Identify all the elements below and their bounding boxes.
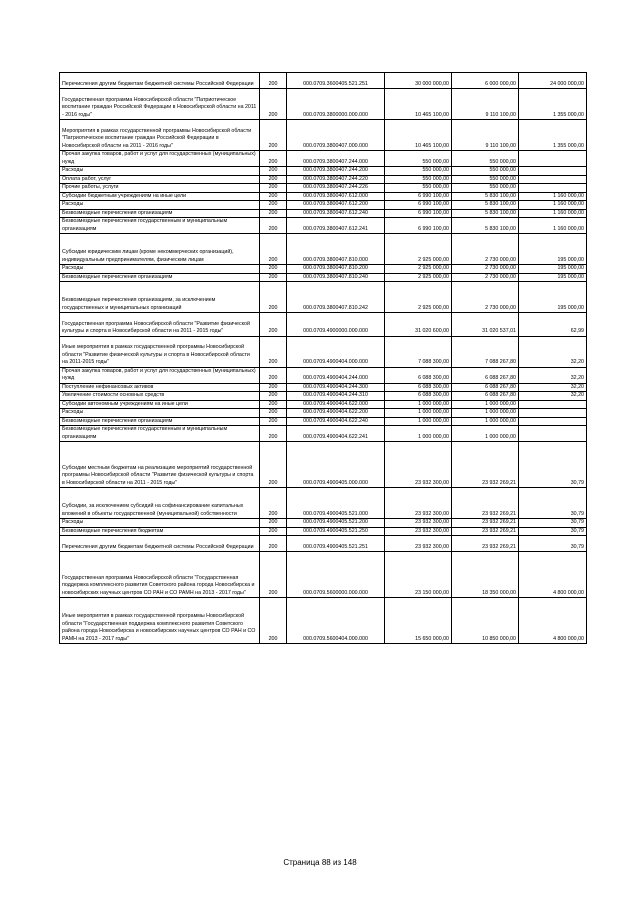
table-row	[60, 265, 587, 274]
cell-kvr: 200	[260, 209, 287, 218]
cell-code: 000.0709.4900404.244.300	[287, 383, 385, 392]
cell-kvr: 200	[260, 184, 287, 193]
cell-kvr: 200	[260, 552, 287, 598]
cell-name: Иные мероприятия в рамках государственной программы Новосибирской области "Государственная поддержка комплексного развития Советского района города Новосибирска и новосибирских научных центров СО РАН и СО РАМН на 2013 - 2017 годы"	[60, 598, 260, 644]
cell-code: 000.0709.3800407.612.241	[287, 218, 385, 234]
table-row	[60, 367, 587, 383]
cell-assigned: 23 932 300,00	[385, 488, 452, 519]
cell-name: Расходы	[60, 409, 260, 418]
cell-kvr: 200	[260, 282, 287, 313]
cell-executed: 23 932 269,21	[452, 442, 519, 488]
cell-code: 000.0709.5600404.000.000	[287, 598, 385, 644]
cell-kvr: 200	[260, 336, 287, 367]
cell-kvr: 200	[260, 234, 287, 265]
cell-unexecuted: 4 800 000,00	[519, 552, 587, 598]
cell-assigned: 550 000,00	[385, 175, 452, 184]
cell-unexecuted: 195 000,00	[519, 273, 587, 282]
cell-assigned: 1 000 000,00	[385, 417, 452, 426]
cell-assigned: 6 088 300,00	[385, 383, 452, 392]
cell-name: Субсидии местным бюджетам на реализацию мероприятий государственной программы Новосибирской области "Развитие физической культуры и спорта в Новосибирской области на 2011 - 2015 годы"	[60, 442, 260, 488]
table-row	[60, 336, 587, 367]
cell-kvr: 200	[260, 442, 287, 488]
cell-assigned: 10 465 100,00	[385, 120, 452, 151]
cell-executed: 2 730 000,00	[452, 265, 519, 274]
cell-code: 000.0709.4900404.622.200	[287, 409, 385, 418]
cell-code: 000.0709.3800407.810.242	[287, 282, 385, 313]
cell-name: Безвозмездные перечисления организациям	[60, 417, 260, 426]
table-row	[60, 120, 587, 151]
cell-executed: 5 830 100,00	[452, 201, 519, 210]
cell-unexecuted: 30,79	[519, 488, 587, 519]
cell-kvr: 200	[260, 426, 287, 442]
table-row	[60, 151, 587, 167]
cell-executed: 7 088 267,80	[452, 336, 519, 367]
cell-executed: 1 000 000,00	[452, 409, 519, 418]
cell-unexecuted	[519, 167, 587, 176]
cell-name: Иные мероприятия в рамках государственной программы Новосибирской области "Развитие физической культуры и спорта в Новосибирской области на 2011-2015 годы"	[60, 336, 260, 367]
cell-code: 000.0709.4900000.000.000	[287, 313, 385, 337]
cell-executed: 5 830 100,00	[452, 209, 519, 218]
cell-unexecuted: 1 355 000,00	[519, 120, 587, 151]
cell-unexecuted: 195 000,00	[519, 234, 587, 265]
cell-kvr: 200	[260, 488, 287, 519]
cell-assigned: 550 000,00	[385, 184, 452, 193]
cell-executed: 5 830 100,00	[452, 192, 519, 201]
cell-executed: 5 830 100,00	[452, 218, 519, 234]
cell-unexecuted	[519, 184, 587, 193]
table-row	[60, 383, 587, 392]
cell-executed: 6 088 267,80	[452, 392, 519, 401]
cell-unexecuted: 195 000,00	[519, 265, 587, 274]
cell-name: Прочая закупка товаров, работ и услуг для государственных (муниципальных) нужд	[60, 151, 260, 167]
cell-name: Расходы	[60, 167, 260, 176]
cell-name: Субсидии, за исключением субсидий на софинансирование капитальных вложений в объекты государственной (муниципальной) собственности	[60, 488, 260, 519]
table-row	[60, 409, 587, 418]
cell-name: Безвозмездные перечисления организациям	[60, 209, 260, 218]
cell-executed: 550 000,00	[452, 167, 519, 176]
cell-executed: 23 932 269,21	[452, 536, 519, 552]
cell-unexecuted	[519, 400, 587, 409]
cell-kvr: 200	[260, 409, 287, 418]
cell-executed: 6 088 267,80	[452, 383, 519, 392]
cell-assigned: 23 932 300,00	[385, 536, 452, 552]
cell-code: 000.0709.4900404.622.240	[287, 417, 385, 426]
cell-executed: 2 730 000,00	[452, 273, 519, 282]
cell-kvr: 200	[260, 89, 287, 120]
cell-code: 000.0709.4900404.622.000	[287, 400, 385, 409]
table-row	[60, 442, 587, 488]
cell-name: Субсидии автономным учреждениям на иные цели	[60, 400, 260, 409]
cell-assigned: 23 932 300,00	[385, 442, 452, 488]
cell-code: 000.0709.3600405.521.251	[287, 73, 385, 89]
cell-assigned: 23 150 000,00	[385, 552, 452, 598]
cell-executed: 550 000,00	[452, 175, 519, 184]
cell-assigned: 6 990 100,00	[385, 201, 452, 210]
cell-unexecuted: 24 000 000,00	[519, 73, 587, 89]
cell-kvr: 200	[260, 417, 287, 426]
cell-kvr: 200	[260, 192, 287, 201]
cell-name: Безвозмездные перечисления государственным и муниципальным организациям	[60, 218, 260, 234]
cell-name: Поступление нефинансовых активов	[60, 383, 260, 392]
cell-name: Государственная программа Новосибирской области "Государственная поддержка комплексного развития Советского района города Новосибирска и новосибирских научных центров СО РАН и СО РАМН на 2013 - 2017 годы"	[60, 552, 260, 598]
cell-name: Перечисления другим бюджетам бюджетной системы Российской Федерации	[60, 73, 260, 89]
cell-assigned: 31 020 600,00	[385, 313, 452, 337]
cell-assigned: 2 925 000,00	[385, 273, 452, 282]
table-row	[60, 167, 587, 176]
cell-assigned: 2 925 000,00	[385, 265, 452, 274]
cell-name: Прочие работы, услуги	[60, 184, 260, 193]
cell-name: Государственная программа Новосибирской области "Патриотическое воспитание граждан Российской Федерации в Новосибирской области на 2011 - 2016 годы"	[60, 89, 260, 120]
cell-executed: 18 350 000,00	[452, 552, 519, 598]
cell-name: Расходы	[60, 201, 260, 210]
cell-code: 000.0709.4900405.521.200	[287, 519, 385, 528]
table-row	[60, 234, 587, 265]
table-row	[60, 519, 587, 528]
cell-assigned: 2 925 000,00	[385, 282, 452, 313]
cell-name: Перечисления другим бюджетам бюджетной системы Российской Федерации	[60, 536, 260, 552]
cell-assigned: 10 465 100,00	[385, 89, 452, 120]
cell-kvr: 200	[260, 383, 287, 392]
cell-executed: 1 000 000,00	[452, 426, 519, 442]
cell-assigned: 7 088 300,00	[385, 336, 452, 367]
cell-assigned: 6 088 300,00	[385, 367, 452, 383]
cell-executed: 9 110 100,00	[452, 120, 519, 151]
cell-unexecuted: 32,20	[519, 367, 587, 383]
cell-name: Безвозмездные перечисления организациям, за исключением государственных и муниципальных организаций	[60, 282, 260, 313]
cell-unexecuted: 1 355 000,00	[519, 89, 587, 120]
cell-assigned: 6 088 300,00	[385, 392, 452, 401]
table-row	[60, 89, 587, 120]
cell-executed: 10 850 000,00	[452, 598, 519, 644]
cell-code: 000.0709.5600000.000.000	[287, 552, 385, 598]
cell-code: 000.0709.4900405.521.250	[287, 527, 385, 536]
cell-code: 000.0709.4900404.000.000	[287, 336, 385, 367]
cell-assigned: 1 000 000,00	[385, 409, 452, 418]
cell-kvr: 200	[260, 167, 287, 176]
cell-name: Оплата работ, услуг	[60, 175, 260, 184]
table-row	[60, 282, 587, 313]
cell-name: Безвозмездные перечисления организациям	[60, 273, 260, 282]
cell-kvr: 200	[260, 201, 287, 210]
cell-assigned: 1 000 000,00	[385, 426, 452, 442]
page-number: Страница 88 из 148	[283, 858, 357, 867]
table-row	[60, 313, 587, 337]
cell-code: 000.0709.3800407.810.000	[287, 234, 385, 265]
table-row	[60, 400, 587, 409]
cell-kvr: 200	[260, 151, 287, 167]
cell-unexecuted: 1 160 000,00	[519, 201, 587, 210]
cell-kvr: 200	[260, 400, 287, 409]
table-row	[60, 417, 587, 426]
cell-unexecuted: 30,79	[519, 519, 587, 528]
cell-name: Расходы	[60, 265, 260, 274]
cell-code: 000.0709.4900404.244.000	[287, 367, 385, 383]
cell-unexecuted: 1 160 000,00	[519, 209, 587, 218]
cell-name: Субсидии бюджетным учреждениям на иные цели	[60, 192, 260, 201]
cell-name: Прочая закупка товаров, работ и услуг для государственных (муниципальных) нужд	[60, 367, 260, 383]
cell-code: 000.0709.3800407.612.000	[287, 192, 385, 201]
cell-unexecuted: 32,20	[519, 383, 587, 392]
cell-executed: 23 932 269,21	[452, 527, 519, 536]
cell-code: 000.0709.3800407.244.220	[287, 175, 385, 184]
cell-assigned: 6 990 100,00	[385, 218, 452, 234]
cell-kvr: 200	[260, 536, 287, 552]
cell-executed: 23 932 269,21	[452, 488, 519, 519]
cell-name: Мероприятия в рамках государственной программы Новосибирской области "Патриотическое воспитание граждан Российской Федерации в Новосибирской области на 2011 - 2016 годы"	[60, 120, 260, 151]
cell-kvr: 200	[260, 73, 287, 89]
cell-executed: 1 000 000,00	[452, 417, 519, 426]
cell-unexecuted: 1 160 000,00	[519, 192, 587, 201]
cell-executed: 550 000,00	[452, 151, 519, 167]
cell-kvr: 200	[260, 598, 287, 644]
cell-unexecuted: 195 000,00	[519, 282, 587, 313]
cell-code: 000.0709.3800407.810.240	[287, 273, 385, 282]
cell-executed: 6 088 267,80	[452, 367, 519, 383]
table-row	[60, 527, 587, 536]
cell-code: 000.0709.3800407.244.226	[287, 184, 385, 193]
cell-name: Увеличение стоимости основных средств	[60, 392, 260, 401]
table-row	[60, 426, 587, 442]
cell-assigned: 1 000 000,00	[385, 400, 452, 409]
table-row	[60, 552, 587, 598]
cell-name: Государственная программа Новосибирской области "Развитие физической культуры и спорта в Новосибирской области на 2011 - 2015 годы"	[60, 313, 260, 337]
cell-unexecuted	[519, 409, 587, 418]
table-row	[60, 598, 587, 644]
cell-unexecuted: 62,99	[519, 313, 587, 337]
cell-executed: 9 110 100,00	[452, 89, 519, 120]
cell-kvr: 200	[260, 273, 287, 282]
cell-assigned: 2 925 000,00	[385, 234, 452, 265]
cell-executed: 2 730 000,00	[452, 282, 519, 313]
budget-table-body	[60, 73, 587, 644]
table-row	[60, 201, 587, 210]
cell-name: Безвозмездные перечисления государственным и муниципальным организациям	[60, 426, 260, 442]
cell-unexecuted: 32,20	[519, 336, 587, 367]
cell-assigned: 23 932 300,00	[385, 527, 452, 536]
cell-assigned: 15 650 000,00	[385, 598, 452, 644]
cell-kvr: 200	[260, 265, 287, 274]
table-row	[60, 175, 587, 184]
table-row	[60, 273, 587, 282]
cell-kvr: 200	[260, 175, 287, 184]
table-row	[60, 209, 587, 218]
cell-code: 000.0709.3800407.244.000	[287, 151, 385, 167]
cell-name: Расходы	[60, 519, 260, 528]
cell-kvr: 200	[260, 392, 287, 401]
cell-code: 000.0709.3800407.810.200	[287, 265, 385, 274]
cell-code: 000.0709.4900405.000.000	[287, 442, 385, 488]
cell-executed: 31 020 537,01	[452, 313, 519, 337]
cell-kvr: 200	[260, 313, 287, 337]
cell-unexecuted	[519, 151, 587, 167]
table-row	[60, 73, 587, 89]
cell-assigned: 30 000 000,00	[385, 73, 452, 89]
table-row	[60, 392, 587, 401]
cell-unexecuted	[519, 175, 587, 184]
cell-code: 000.0709.3800407.244.200	[287, 167, 385, 176]
cell-assigned: 550 000,00	[385, 151, 452, 167]
cell-name: Безвозмездные перечисления бюджетам	[60, 527, 260, 536]
table-row	[60, 218, 587, 234]
cell-unexecuted: 30,79	[519, 442, 587, 488]
cell-code: 000.0709.4900404.622.241	[287, 426, 385, 442]
cell-kvr: 200	[260, 519, 287, 528]
cell-unexecuted: 30,79	[519, 536, 587, 552]
cell-unexecuted: 32,20	[519, 392, 587, 401]
cell-unexecuted	[519, 426, 587, 442]
cell-executed: 23 932 269,21	[452, 519, 519, 528]
cell-assigned: 550 000,00	[385, 167, 452, 176]
cell-code: 000.0709.3800407.612.240	[287, 209, 385, 218]
cell-assigned: 6 990 100,00	[385, 209, 452, 218]
cell-unexecuted: 30,79	[519, 527, 587, 536]
cell-code: 000.0709.4900404.244.310	[287, 392, 385, 401]
cell-unexecuted: 4 800 000,00	[519, 598, 587, 644]
table-row	[60, 536, 587, 552]
cell-code: 000.0709.4900405.521.251	[287, 536, 385, 552]
cell-executed: 6 000 000,00	[452, 73, 519, 89]
cell-unexecuted	[519, 417, 587, 426]
cell-executed: 2 730 000,00	[452, 234, 519, 265]
cell-code: 000.0709.3800407.000.000	[287, 120, 385, 151]
cell-kvr: 200	[260, 120, 287, 151]
cell-code: 000.0709.4900405.521.000	[287, 488, 385, 519]
cell-code: 000.0709.3800407.612.200	[287, 201, 385, 210]
cell-executed: 1 000 000,00	[452, 400, 519, 409]
cell-name: Субсидии юридическим лицам (кроме некоммерческих организаций), индивидуальным предпринимателям, физическим лицам	[60, 234, 260, 265]
cell-code: 000.0709.3800000.000.000	[287, 89, 385, 120]
cell-kvr: 200	[260, 527, 287, 536]
cell-kvr: 200	[260, 367, 287, 383]
budget-table	[59, 72, 587, 644]
table-row	[60, 488, 587, 519]
cell-unexecuted: 1 160 000,00	[519, 218, 587, 234]
cell-assigned: 23 932 300,00	[385, 519, 452, 528]
table-row	[60, 184, 587, 193]
cell-assigned: 6 990 100,00	[385, 192, 452, 201]
cell-executed: 550 000,00	[452, 184, 519, 193]
table-row	[60, 192, 587, 201]
cell-kvr: 200	[260, 218, 287, 234]
